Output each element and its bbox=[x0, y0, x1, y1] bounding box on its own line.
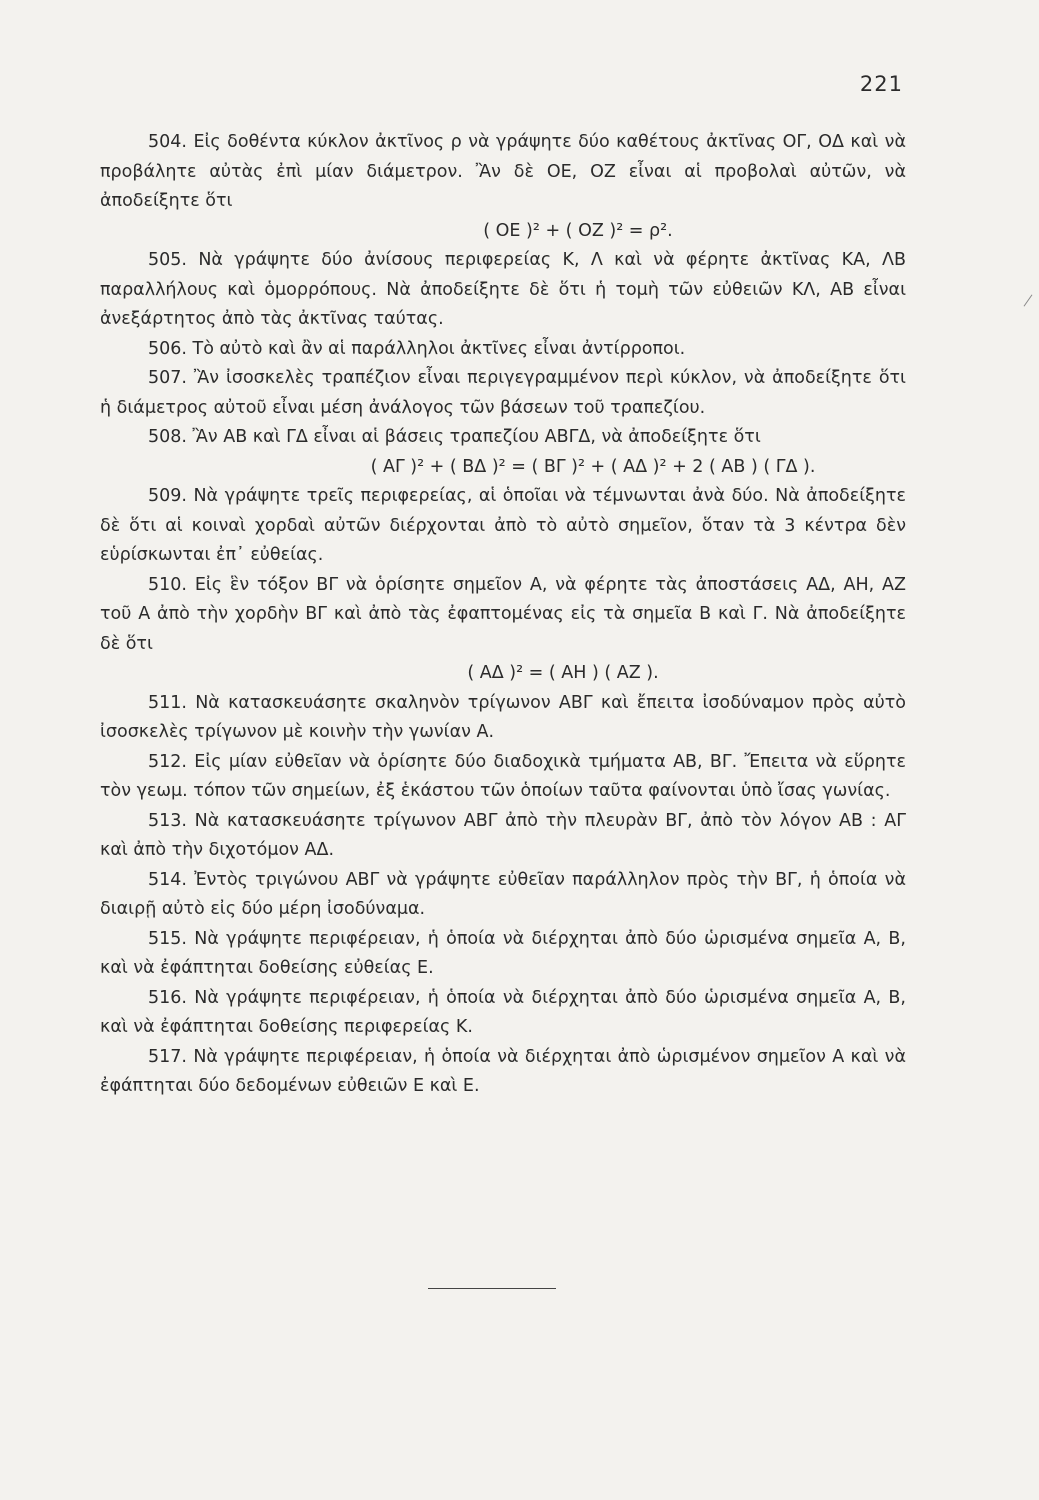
problem-number: 517. bbox=[148, 1046, 187, 1067]
problem-text: Νὰ γράψητε περιφέρειαν, ἡ ὁποία νὰ διέρχηται ἀπὸ δύο ὡρισμένα σημεῖα Α, Β, καὶ νὰ ἐφάπτηται δοθείσης εὐθείας Ε. bbox=[100, 928, 906, 978]
problem-number: 515. bbox=[148, 928, 187, 949]
problem-number: 514. bbox=[148, 869, 187, 890]
problem-text: Νὰ κατασκευάσητε σκαληνὸν τρίγωνον ΑΒΓ καὶ ἔπειτα ἰσοδύναμον πρὸς αὐτὸ ἰσοσκελὲς τρίγωνον μὲ κοινὴν τὴν γωνίαν Α. bbox=[100, 692, 906, 742]
problem-text: Εἰς ἓν τόξον ΒΓ νὰ ὁρίσητε σημεῖον Α, νὰ φέρητε τὰς ἀποστάσεις ΑΔ, ΑΗ, ΑΖ τοῦ Α ἀπὸ τὴν χορδὴν ΒΓ καὶ ἀπὸ τὰς ἐφαπτομένας εἰς τὰ σημεῖα Β καὶ Γ. Νὰ ἀποδείξητε δὲ ὅτι bbox=[100, 574, 906, 654]
problem-number: 516. bbox=[148, 987, 187, 1008]
problem-number: 505. bbox=[148, 250, 187, 270]
problem-509 bbox=[100, 482, 906, 571]
problem-512 bbox=[100, 748, 906, 807]
problem-510 bbox=[100, 571, 906, 660]
problem-511 bbox=[100, 689, 906, 748]
problem-number: 510. bbox=[148, 574, 187, 595]
problem-number: 511. bbox=[148, 692, 187, 713]
problem-514 bbox=[100, 866, 906, 925]
problem-506 bbox=[100, 335, 906, 365]
problem-number: 509. bbox=[148, 486, 187, 506]
problem-504 bbox=[100, 128, 906, 217]
problem-text: Νὰ κατασκευάσητε τρίγωνον ΑΒΓ ἀπὸ τὴν πλευρὰν ΒΓ, ἀπὸ τὸν λόγον ΑΒ : ΑΓ καὶ ἀπὸ τὴν διχοτόμον ΑΔ. bbox=[100, 810, 906, 860]
problem-list bbox=[100, 128, 906, 1102]
margin-mark bbox=[1024, 294, 1033, 306]
problem-508 bbox=[100, 423, 906, 453]
formula: ( ΑΓ )² + ( ΒΔ )² = ( ΒΓ )² + ( ΑΔ )² + 2 ( ΑΒ ) ( ΓΔ ). bbox=[370, 456, 816, 477]
problem-text: Νὰ γράψητε περιφέρειαν, ἡ ὁποία νὰ διέρχηται ἀπὸ ὡρισμένον σημεῖον Α καὶ νὰ ἐφάπτηται δύο δεδομένων εὐθειῶν Ε καὶ Ε. bbox=[100, 1046, 906, 1096]
problem-text: Ἂν ΑΒ καὶ ΓΔ εἶναι αἱ βάσεις τραπεζίου ΑΒΓΔ, νὰ ἀποδείξητε ὅτι bbox=[192, 427, 761, 447]
problem-507 bbox=[100, 364, 906, 423]
problem-505 bbox=[100, 246, 906, 335]
problem-text: Εἰς μίαν εὐθεῖαν νὰ ὁρίσητε δύο διαδοχικὰ τμήματα ΑΒ, ΒΓ. Ἔπειτα νὰ εὕρητε τὸν γεωμ. τόπον τῶν σημείων, ἐξ ἑκάστου τῶν ὁποίων ταῦτα φαίνονται ὑπὸ ἴσας γωνίας. bbox=[100, 751, 906, 801]
problem-number: 512. bbox=[148, 751, 187, 772]
problem-516 bbox=[100, 984, 906, 1043]
problem-text: Ἐντὸς τριγώνου ΑΒΓ νὰ γράψητε εὐθεῖαν παράλληλον πρὸς τὴν ΒΓ, ἡ ὁποία νὰ διαιρῇ αὐτὸ εἰς δύο μέρη ἰσοδύναμα. bbox=[100, 869, 906, 919]
problem-text: Νὰ γράψητε τρεῖς περιφερείας, αἱ ὁποῖαι νὰ τέμνωνται ἀνὰ δύο. Νὰ ἀποδείξητε δὲ ὅτι αἱ κοιναὶ χορδαὶ αὐτῶν διέρχονται ἀπὸ τὸ αὐτὸ σημεῖον, ὅταν τὰ 3 κέντρα δὲν εὑρίσκωνται ἐπ᾿ εὐθείας. bbox=[100, 486, 906, 565]
problem-513 bbox=[100, 807, 906, 866]
problem-text: Εἰς δοθέντα κύκλον ἀκτῖνος ρ νὰ γράψητε δύο καθέτους ἀκτῖνας ΟΓ, ΟΔ καὶ νὰ προβάλητε αὐτὰς ἐπὶ μίαν διάμετρον. Ἂν δὲ ΟΕ, ΟΖ εἶναι αἱ προβολαὶ αὐτῶν, νὰ ἀποδείξητε ὅτι bbox=[100, 132, 906, 211]
problem-number: 513. bbox=[148, 810, 187, 831]
formula: ( ΑΔ )² = ( ΑΗ ) ( ΑΖ ). bbox=[467, 663, 659, 683]
end-divider bbox=[428, 1288, 556, 1289]
formula: ( ΟΕ )² + ( ΟΖ )² = ρ². bbox=[483, 220, 673, 241]
problem-number: 506. bbox=[148, 338, 187, 359]
problem-text: Ἂν ἰσοσκελὲς τραπέζιον εἶναι περιγεγραμμένον περὶ κύκλον, νὰ ἀποδείξητε ὅτι ἡ διάμετρος αὐτοῦ εἶναι μέση ἀνάλογος τῶν βάσεων τοῦ τραπεζίου. bbox=[100, 368, 906, 418]
problem-number: 507. bbox=[148, 368, 187, 388]
problem-515 bbox=[100, 925, 906, 984]
problem-text: Τὸ αὐτὸ καὶ ἂν αἱ παράλληλοι ἀκτῖνες εἶναι ἀντίρροποι. bbox=[192, 338, 686, 359]
problem-number: 508. bbox=[148, 427, 187, 447]
page-number: 221 bbox=[859, 72, 903, 96]
problem-number: 504. bbox=[148, 132, 187, 152]
problem-517 bbox=[100, 1043, 906, 1102]
problem-text: Νὰ γράψητε δύο ἀνίσους περιφερείας Κ, Λ καὶ νὰ φέρητε ἀκτῖνας ΚΑ, ΛΒ παραλλήλους καὶ ὁμορρόπους. Νὰ ἀποδείξητε δὲ ὅτι ἡ τομὴ τῶν εὐθειῶν ΚΛ, ΑΒ εἶναι ἀνεξάρτητος ἀπὸ τὰς ἀκτῖνας ταύτας. bbox=[100, 250, 906, 329]
problem-text: Νὰ γράψητε περιφέρειαν, ἡ ὁποία νὰ διέρχηται ἀπὸ δύο ὡρισμένα σημεῖα Α, Β, καὶ νὰ ἐφάπτηται δοθείσης περιφερείας Κ. bbox=[100, 987, 906, 1037]
